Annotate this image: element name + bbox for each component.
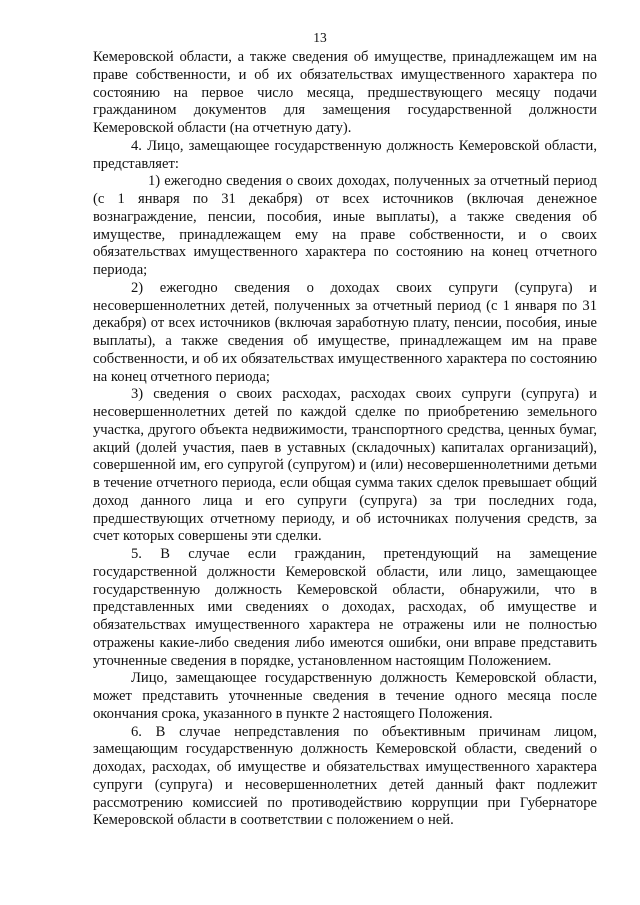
paragraph-subitem-3: 3) сведения о своих расходах, расходах своих супруги (супруга) и несовершеннолетних детей по каждой сделке по приобретению земельного участка, другого объекта недвижимости, транспортного средства, ценных бумаг, акций (долей участия, паев в уставных (складочных) капиталах организаций), совершенной им, его супругой (супругом) и (или) несовершеннолетними детьми в течение отчетного периода, если общая сумма таких сделок превышает общий доход данного лица и его супруги (супруга) за три последних года, предшествующих отчетному периоду, и об источниках получения средств, за счет которых совершены эти сделки. xyxy=(93,386,597,545)
paragraph-continuation: Кемеровской области, а также сведения об имуществе, принадлежащем им на праве собственности, и об их обязательствах имущественного характера по состоянию на первое число месяца, предшествующего месяцу подачи гражданином документов для замещения государственной должности Кемеровской области (на отчетную дату). xyxy=(93,49,597,136)
paragraph-item-4: 4. Лицо, замещающее государственную должность Кемеровской области, представляет: xyxy=(93,137,597,172)
paragraph-subitem-1: 1) ежегодно сведения о своих доходах, полученных за отчетный период (с 1 января по 31 декабря) от всех источников (включая денежное вознаграждение, пенсии, пособия, иные выплаты), а также сведения об имуществе, принадлежащем ему на праве собственности, и о своих обязательствах имущественного характера по состоянию на конец отчетного периода; xyxy=(93,173,597,278)
paragraph-item-6: 6. В случае непредставления по объективным причинам лицом, замещающим государственную должность Кемеровской области, сведений о доходах, расходах, об имуществе и обязательствах имущественного характера супруги (супруга) и несовершеннолетних детей данный факт подлежит рассмотрению комиссией по противодействию коррупции при Губернаторе Кемеровской области в соответствии с положением о ней. xyxy=(93,723,597,829)
page-number: 13 xyxy=(313,30,327,45)
paragraph-item-5: 5. В случае если гражданин, претендующий на замещение государственной должности Кемеровской области, или лицо, замещающее государственную должность Кемеровской области, обнаружили, что в представленных ими сведениях о доходах, расходах, об имуществе и обязательствах имущественного характера не отражены или не полностью отражены какие-либо сведения либо имеются ошибки, они вправе представить уточненные сведения в порядке, установленном настоящим Положением. xyxy=(93,546,597,669)
paragraph-subitem-2: 2) ежегодно сведения о доходах своих супруги (супруга) и несовершеннолетних детей, полученных за отчетный период (с 1 января по 31 декабря) от всех источников (включая заработную плату, пенсии, пособия, иные выплаты), а также сведения об имуществе, принадлежащем им на праве собственности, и об их обязательствах имущественного характера по состоянию на конец отчетного периода; xyxy=(93,279,597,385)
document-body xyxy=(93,49,597,830)
paragraph-item-5-note: Лицо, замещающее государственную должность Кемеровской области, может представить уточненные сведения в течение одного месяца после окончания срока, указанного в пункте 2 настоящего Положения. xyxy=(93,670,597,722)
